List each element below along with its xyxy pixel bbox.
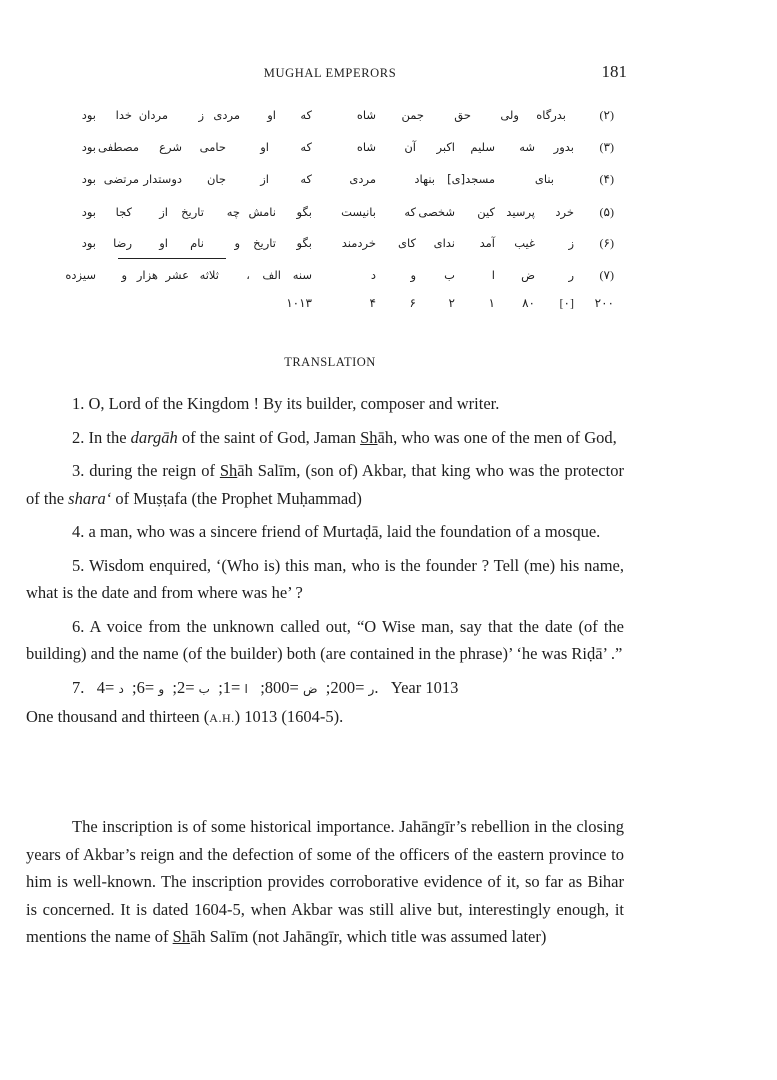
right-word: کای	[398, 236, 416, 250]
left-word: او	[159, 236, 168, 250]
left-word: بود	[81, 108, 96, 122]
arabic-letter: ض	[302, 681, 318, 696]
right-word: ر	[568, 268, 574, 282]
right-word: اکبر	[436, 140, 455, 154]
right-word: (۲)	[599, 108, 614, 122]
left-word: شرع	[159, 140, 182, 154]
text-span: of Muṣṭafa (the Prophet Muḥammad)	[111, 488, 362, 508]
right-word: سلیم	[470, 140, 495, 154]
left-word: نامش	[248, 205, 276, 219]
left-word: جان	[206, 172, 226, 186]
left-word: تاریخ	[253, 236, 276, 250]
right-line-6	[352, 268, 614, 286]
right-word: و	[410, 268, 416, 282]
text-span: 2. In the	[72, 427, 131, 447]
left-word: کجا	[115, 205, 132, 219]
underlined-letters: Sh	[360, 427, 378, 447]
left-word: الف	[262, 268, 281, 282]
left-word: و	[121, 268, 127, 282]
left-word: ز	[198, 108, 204, 122]
small-caps-ah: A.H.	[209, 711, 235, 725]
right-word: (۳)	[599, 140, 614, 154]
right-word: (۷)	[599, 268, 614, 282]
left-line-1	[72, 108, 312, 126]
arabic-letter: د	[118, 681, 124, 696]
text-span: āh, who was one of the men of God,	[377, 427, 617, 447]
letter-value: =4.	[96, 677, 379, 697]
right-word: ۴	[369, 296, 376, 310]
commentary-text	[26, 813, 624, 951]
arabic-letter: ر	[368, 681, 375, 696]
left-word: رضا	[113, 236, 132, 250]
left-word: بود	[81, 172, 96, 186]
arabic-letter: ب	[198, 681, 210, 696]
right-word: شه	[519, 140, 535, 154]
left-line-4	[72, 205, 312, 223]
left-word: که	[300, 108, 312, 122]
right-word: ا	[491, 268, 495, 282]
text-span: ) 1013 (1604-5).	[234, 707, 344, 726]
right-word: بدور	[553, 140, 574, 154]
right-word: (۶)	[599, 236, 614, 250]
left-word: مردی	[213, 108, 240, 122]
left-word: که	[300, 140, 312, 154]
left-word: که	[300, 172, 312, 186]
right-word: کین	[477, 205, 495, 219]
right-word: آمد	[479, 236, 495, 250]
underlined-letters: Sh	[172, 927, 191, 946]
letter-value: =200;	[325, 677, 369, 697]
right-word: شاه	[356, 108, 376, 122]
right-word: ز	[568, 236, 574, 250]
right-word: ۱	[488, 296, 495, 310]
left-line-6	[65, 268, 312, 286]
translation-line-3	[26, 457, 624, 512]
right-word: بنهاد	[414, 172, 435, 186]
right-word: ۸۰	[522, 296, 535, 310]
left-word: بگو	[296, 236, 312, 250]
left-line-2	[72, 140, 312, 158]
left-word: ثلاثه	[199, 268, 219, 282]
translation-heading: TRANSLATION	[284, 355, 376, 369]
translation-text	[26, 390, 624, 733]
arabic-letter: و	[158, 681, 165, 696]
right-word: ض	[521, 268, 535, 282]
right-word: بانیست	[341, 205, 376, 219]
translation-line-5: 5. Wisdom enquired, ‘(Who is) this man, who is the founder ? Tell (me) his name, what is the date and from where was he’ ?	[26, 555, 624, 602]
left-word: و	[234, 236, 240, 250]
left-word: او	[267, 108, 276, 122]
text-span: of the saint of God, Jaman	[177, 427, 361, 447]
left-word: مصطفی	[98, 140, 139, 154]
right-word: شخصی	[418, 205, 455, 219]
text-span: āh Salīm (not Jahāngīr, which title was assumed later)	[190, 927, 547, 946]
left-line-3	[72, 172, 312, 190]
right-word: مسجد[ی]	[447, 172, 495, 186]
left-word: بود	[81, 140, 96, 154]
left-word: ۱۰۱۳	[286, 296, 312, 310]
page-number: 181	[601, 62, 627, 81]
right-word: ب	[444, 268, 455, 282]
left-word: از	[260, 172, 269, 186]
right-word: ولی	[500, 108, 519, 122]
right-word: د	[370, 268, 376, 282]
right-word: ندای	[433, 236, 455, 250]
left-word: مردان	[138, 108, 168, 122]
right-word: شاه	[356, 140, 376, 154]
text-span: 7.	[72, 677, 85, 697]
commentary-paragraph	[26, 813, 624, 951]
letter-value: =800;	[260, 677, 303, 697]
left-word: او	[260, 140, 269, 154]
arabic-letter: ا	[244, 681, 248, 696]
text-span: 3. during the reign of	[72, 461, 220, 480]
text-span: One thousand and thirteen (	[26, 707, 210, 726]
right-word: مردی	[349, 172, 376, 186]
year-label: Year 1013	[390, 677, 459, 697]
right-word: ۲	[448, 296, 455, 310]
left-line-7	[72, 296, 312, 314]
right-word: خرد	[555, 205, 574, 219]
left-word: هزار	[136, 268, 158, 282]
right-word: (۴)	[599, 172, 614, 186]
right-word: ۶	[409, 296, 416, 310]
left-word: ،	[246, 268, 250, 282]
right-word: غیب	[514, 236, 535, 250]
left-word: تاریخ	[181, 205, 204, 219]
right-word: که	[404, 205, 416, 219]
right-line-2	[352, 140, 614, 158]
left-word: چه	[226, 205, 240, 219]
left-word: دوستدار	[143, 172, 182, 186]
right-word: حق	[454, 108, 471, 122]
letter-value: =2;	[172, 677, 199, 697]
left-word: سیزده	[65, 268, 96, 282]
right-word: جمن	[401, 108, 424, 122]
translation-line-7	[26, 674, 624, 704]
left-word: بود	[81, 236, 96, 250]
right-word: خردمند	[341, 236, 376, 250]
left-word: حامی	[199, 140, 226, 154]
letter-value: =1;	[218, 677, 245, 697]
left-word: نام	[190, 236, 204, 250]
underlined-letters: Sh	[219, 461, 238, 480]
right-line-4	[341, 205, 614, 223]
left-word: بگو	[296, 205, 312, 219]
italic-term: dargāh	[130, 427, 178, 447]
translation-line-4: 4. a man, who was a sincere friend of Murtaḍā, laid the foundation of a mosque.	[72, 522, 601, 541]
right-line-1	[352, 108, 614, 126]
left-word: از	[159, 205, 168, 219]
right-word: بنای	[534, 172, 554, 186]
right-word: آن	[404, 140, 416, 154]
right-line-3	[349, 172, 614, 190]
right-word: (۵)	[599, 205, 614, 219]
left-line-5	[72, 236, 312, 254]
italic-term: shara‘	[68, 488, 112, 508]
right-word: بدرگاه	[536, 108, 566, 122]
translation-line-2	[26, 424, 624, 452]
left-word: خدا	[115, 108, 132, 122]
right-word: پرسید	[506, 205, 535, 219]
letter-value: =6;	[132, 677, 159, 697]
right-line-5	[341, 236, 614, 254]
right-line-7	[352, 296, 614, 314]
text-span: āh Salīm, (son of) Akbar, that king who was the protector of the	[26, 461, 624, 508]
left-word: مرتضی	[103, 172, 139, 186]
left-word: سنه	[292, 268, 312, 282]
left-word: بود	[81, 205, 96, 219]
running-title: MUGHAL EMPERORS	[263, 66, 397, 80]
left-word: عشر	[165, 268, 189, 282]
translation-line-6: 6. A voice from the unknown called out, “O Wise man, say that the date (of the building) and the name (of the builder) both (are contained in the phrase)’ ‘he was Riḍā’ .”	[26, 616, 624, 663]
text-span: The inscription is of some historical importance. Jahāngīr’s rebellion in the closing years of Akbar’s reign and the defection of some of the officers of the eastern province to him is well-known. The inscription provides corroborative evidence of it, so far as Bihar is concerned. It is dated 1604-5, when Akbar was still alive but, interestingly enough, it mentions the name of	[26, 817, 624, 946]
right-word: ۲۰۰	[594, 296, 614, 310]
right-word: [۰]	[559, 296, 574, 310]
translation-line-7b	[26, 703, 624, 733]
translation-line-1: 1. O, Lord of the Kingdom ! By its builder, composer and writer.	[72, 394, 500, 413]
inscription-underline	[118, 258, 226, 259]
